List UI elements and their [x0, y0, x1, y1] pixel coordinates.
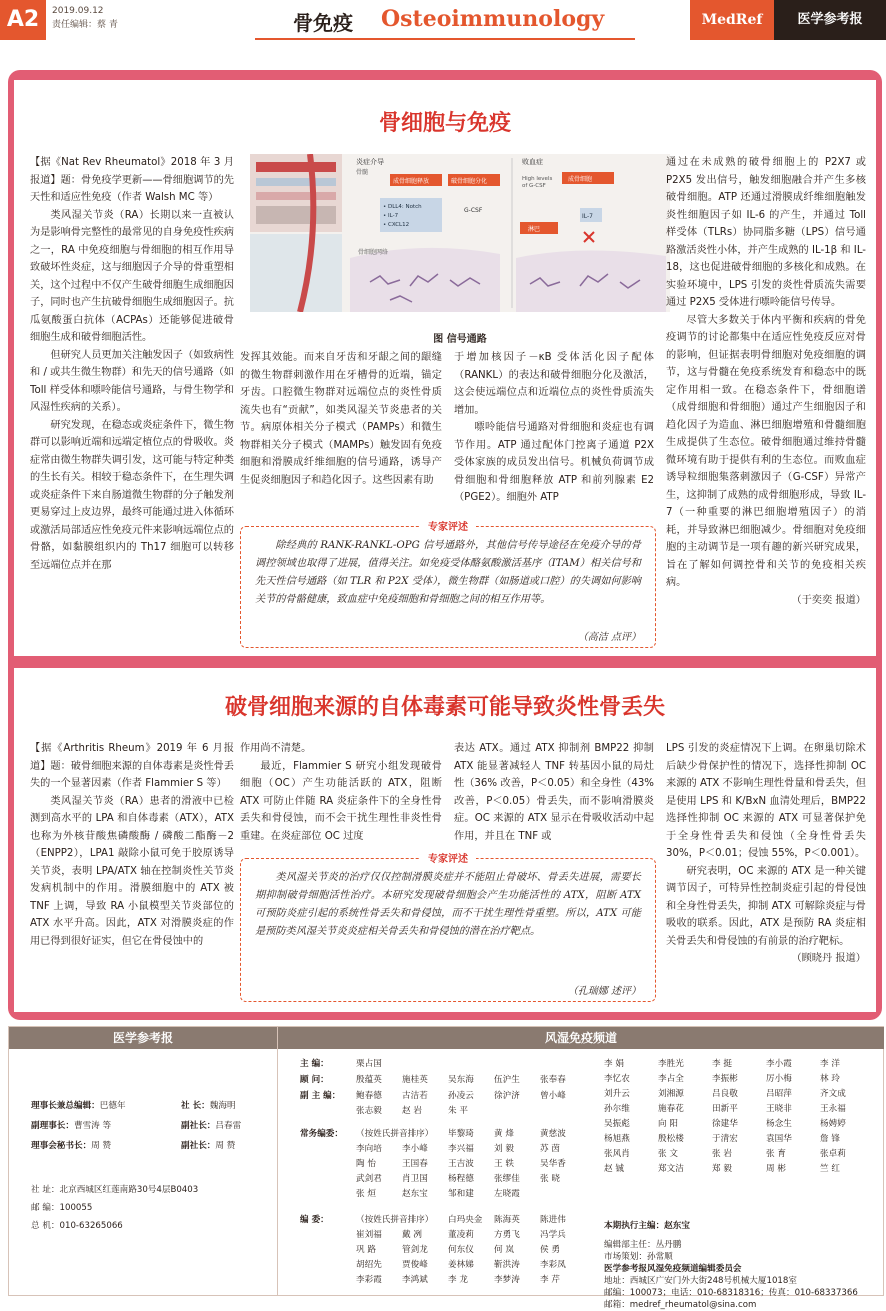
expert-text	[255, 537, 641, 609]
masthead-key: 副理事长：	[31, 1121, 74, 1131]
masthead-key: 社 长：	[181, 1101, 210, 1111]
member-name: 张缪佳	[494, 1174, 520, 1184]
member-name: 张 烜	[356, 1189, 376, 1199]
section-title-zh: 骨免疫	[293, 11, 353, 35]
fig-box3: 成骨细胞	[568, 176, 593, 183]
article2-col2	[240, 740, 442, 848]
paragraph: 类风湿关节炎（RA）长期以来一直被认为是影响骨完整性的最常见的自身免疫性疾病之一，RA 中免疫细胞与骨细胞的相互作用导致破坏性炎症，这与细胞因子介导的骨重塑相关，这个过程中不仅产生破骨细胞生成细胞因子，同时也产生抗破骨细胞生成细胞因子。抗瓜氨酸蛋白抗体（ACPAs）还能够促进破骨细胞生成和破骨细胞活性。	[30, 209, 234, 343]
article-autotaxin-bone-loss	[14, 668, 876, 1012]
member-name: 白玛央金	[448, 1215, 483, 1225]
role-label: 主 编：	[300, 1059, 329, 1069]
fig-box1: 成骨细胞释放	[393, 178, 430, 185]
member-name: 厉小梅	[766, 1074, 792, 1084]
paragraph: 最近，Flammier S 研究小组发现破骨细胞（OC）产生功能活跃的 ATX，阻断 ATX 可防止伴随 RA 炎症条件下的全身性骨丢失和骨侵蚀，而不会干扰生理性非炎性骨重建。在炎症部位 OC 过度	[240, 760, 442, 842]
paragraph: 类风湿关节炎（RA）患者的滑液中已检测到高水平的 LPA 和自体毒素（ATX），ATX 也称为外核苷酸焦磷酸酶 / 磷酸二酯酶－2（ENPP2），LPA1 敲除小鼠可免于胶原诱导关节炎，表明 LPA/ATX 轴在控制炎性关节炎发病机制中的作用。滑膜细胞中的 ATX 被 TNF 上调，导致 RA 小鼠模型关节炎部位的 ATX 水平升高。因此，ATX 对滑膜炎症的作用已得到很好证实，但它在骨侵蚀中的	[30, 795, 234, 947]
member-name: 贾俊峰	[402, 1260, 428, 1270]
paragraph: 研究发现，在稳态或炎症条件下，微生物群可以影响近端和远端定植位点的骨吸收。炎症常由微生物群失调引发，这可能与特定种类的生长有关。相较于稳态条件下，在生理失调或炎症条件下来自肠道微生物群的分子触发剂更易穿过上皮边界，最终可能通过进入体循环或激活局部适应性免疫元件来影响远端位点的骨骼，如黏膜组织内的 Th17 细胞可以转移至远端位点并在那	[30, 419, 234, 571]
member-name: 伍沪生	[494, 1075, 520, 1085]
committee-grid	[604, 1057, 874, 1177]
address: 社 址：北京西城区红莲南路30号4层B0403	[31, 1185, 199, 1195]
member-name: 张 晓	[540, 1174, 560, 1184]
member-name: 施桂英	[402, 1075, 428, 1085]
member-name: 肖卫国	[402, 1174, 428, 1184]
member-name: 吕良敬	[712, 1089, 738, 1099]
member-name: 陈进伟	[540, 1215, 566, 1225]
masthead-footer	[8, 1026, 884, 1310]
masthead-key: 副社长：	[181, 1141, 216, 1151]
responsible-editor: 责任编辑：蔡 青	[52, 20, 118, 30]
member-name: 栗占国	[356, 1059, 382, 1069]
member-name: 戴 冽	[402, 1230, 422, 1240]
member-name: 苏 茵	[540, 1144, 560, 1154]
expert-paragraph: 类风湿关节炎的治疗仅仅控制滑膜炎症并不能阻止骨破坏、骨丢失进展，需要长期抑制破骨细胞活性治疗。本研究发现破骨细胞会产生功能活性的 ATX，阻断 ATX 可预防炎症引起的系统性骨丢失和骨侵蚀，而不干扰生理性骨重塑。所以，ATX 可能是预防类风湿关节炎炎症相关骨丢失和骨侵蚀的潜在治疗靶点。	[255, 872, 641, 937]
member-name: 董凌莉	[448, 1230, 474, 1240]
expert-byline: （孔瑞娜 述评）	[567, 986, 641, 997]
exec-editor: 本期执行主编：赵东宝	[604, 1221, 690, 1231]
fig-box5: IL-7	[582, 213, 593, 220]
member-name: 王吉波	[448, 1159, 474, 1169]
role-names	[356, 1057, 602, 1072]
member-name: 靳洪涛	[494, 1260, 520, 1270]
member-name: 李小霞	[766, 1059, 792, 1069]
member-name: 杨程德	[448, 1174, 474, 1184]
expert-paragraph: 除经典的 RANK-RANKL-OPG 信号通路外，其他信号传导途径在免疫介导的骨调控领域也取得了进展，值得关注。如免疫受体酪氨酸激活基序（ITAM）相关信号和先天性信号通路（如 TLR 和 P2X 受体），微生物群（如肠道或口腔）的失调如何影响关节的骨骼健康，致血症中免疫细胞和骨细胞之间的相互作用等。	[255, 540, 641, 605]
fig-mid-label: G-CSF	[464, 207, 483, 214]
member-name: 郑 毅	[712, 1164, 732, 1174]
office-line: 市场策划：孙常顺	[604, 1252, 673, 1262]
member-name: 李彩凤	[540, 1260, 566, 1270]
member-name: 杨念生	[766, 1119, 792, 1129]
masthead-value: 吕春雷	[215, 1121, 242, 1131]
issue-date: 2019.09.12	[52, 6, 104, 16]
member-name: 胡绍先	[356, 1260, 382, 1270]
role-names	[356, 1127, 602, 1202]
paragraph: 通过在未成熟的破骨细胞上的 P2X7 或 P2X5 发出信号，触发细胞融合并产生多核破骨细胞。ATP 还通过滑膜成纤维细胞触发炎性细胞因子如 IL-6 的产生，并通过 Toll 样受体（TLRs）协同脂多糖（LPS）信号通路激活炎性小体，并产生成熟的 IL-1β 和 IL-18，这也促进破骨细胞的多核化和成熟。在实验环境中，LPS 引发的炎性骨质流失需要通过 P2X5 受体进行嘌呤能信号传导。	[666, 157, 866, 308]
member-name: 吴振彪	[604, 1119, 630, 1129]
fig-list3: • CXCL12	[383, 222, 410, 228]
member-name: 孙凌云	[448, 1091, 474, 1101]
masthead-row	[181, 1119, 241, 1134]
masthead-value: 巴德年	[99, 1101, 126, 1111]
fig-right-sub2: of G-CSF	[522, 183, 546, 189]
fig-box4: 淋巴	[528, 226, 541, 233]
fig-right-sub1: High levels	[522, 176, 553, 182]
member-name: （按姓氏拼音排序）	[356, 1129, 434, 1139]
member-name: 鲍春德	[356, 1091, 382, 1101]
member-name: 施春花	[658, 1104, 684, 1114]
member-name: 姜林娣	[448, 1260, 474, 1270]
member-name: 郑文洁	[658, 1164, 684, 1174]
article2-signature: （顾晓丹 报道）	[791, 953, 866, 964]
member-name: 殷松楼	[658, 1134, 684, 1144]
member-name: 吕昭萍	[766, 1089, 792, 1099]
left-bar: 医学参考报	[9, 1027, 277, 1049]
masthead-row	[31, 1139, 111, 1154]
phone: 总 机：010-63265066	[31, 1221, 123, 1231]
article1-col2	[240, 349, 442, 517]
member-name: 古洁若	[402, 1091, 428, 1101]
office-line: 医学参考报风湿免疫频道编辑委员会	[604, 1264, 742, 1274]
paragraph: LPS 引发的炎症情况下上调。在卵巢切除术后缺少骨保护性的情况下，选择性抑制 OC 来源的 ATX 不影响生理性骨量和骨丢失，但是使用 LPS 和 K/BxN 血清处理后，BMP22 选择性抑制 OC 来源的 ATX 可显著保护免于全身性骨丢失和侵蚀（全身性骨丢失 30%，P＜0.01；侵蚀 55%，P＜0.001）。	[666, 743, 866, 859]
member-name: 徐沪济	[494, 1091, 520, 1101]
office-line: 编辑部主任：丛丹鹏	[604, 1240, 682, 1250]
paragraph: 尽管大多数关于体内平衡和疾病的骨免疫调节的讨论都集中在适应性免疫反应对骨的影响，但证据表明骨细胞对免疫细胞的调节，这与骨髓在免疫系统发育和稳态中的既定作用相一致。在稳态条件下，骨细胞谱（成骨细胞和骨细胞）通过产生细胞因子和趋化因子为造血、淋巴细胞增殖和骨髓细胞生成提供了生态位。破骨细胞通过维持骨髓微环境有助于提供有利的生态位。而败血症诱导粒细胞集落刺激因子（G-CSF）异常产生，这抑制了成熟的成骨细胞形成，导致 IL-7（一种重要的淋巴细胞增殖因子）的消耗，并导致淋巴细胞减少。骨细胞对免疫细胞的主动调节是一项有趣的新兴研究成果，旨在了解如何调控骨和关节的免疫相关疾病。	[666, 314, 866, 588]
member-name: 崔刘福	[356, 1230, 382, 1240]
paragraph: 表达 ATX。通过 ATX 抑制剂 BMP22 抑制 ATX 能显著减轻人 TNF 转基因小鼠的局灶性（36% 改善，P＜0.05）和全身性（43% 改善，P＜0.05）骨丢失，而不影响滑膜炎症。OC 来源的 ATX 显示在骨吸收活动中起作用，并且在 TNF 或	[454, 743, 654, 842]
article1-source: 【据《Nat Rev Rheumatol》2018 年 3 月报道】题：骨免疫学更新——骨细胞调节的先天性和适应性免疫（作者 Walsh MC 等）	[30, 157, 234, 203]
fig-list1: • DLL4: Notch	[383, 204, 422, 210]
masthead-key: 副社长：	[181, 1121, 216, 1131]
member-name: 向 阳	[658, 1119, 678, 1129]
member-name: 何东仪	[448, 1245, 474, 1255]
postcode: 邮 编：100055	[31, 1203, 93, 1213]
member-name: 黄 烽	[494, 1129, 514, 1139]
member-name: 刘湘源	[658, 1089, 684, 1099]
paragraph: 研究表明，OC 来源的 ATX 是一种关键调节因子，可特异性控制炎症引起的骨侵蚀和全身性骨丢失，抑制 ATX 可解除炎症与骨吸收的联系。因此，ATX 是预防 RA 炎症相关骨丢失和骨侵蚀的有前景的治疗靶标。	[666, 865, 866, 947]
article2-source: 【据《Arthritis Rheum》2019 年 6 月报道】题：破骨细胞来源的自体毒素是炎性骨丢失的一个显著因素（作者 Flammier S 等）	[30, 743, 234, 789]
member-name: 于清宏	[712, 1134, 738, 1144]
member-name: 张志毅	[356, 1106, 382, 1116]
fig-left-title: 炎症介导	[356, 158, 384, 166]
member-name: 武剑君	[356, 1174, 382, 1184]
article1-col4	[666, 154, 866, 646]
role-names	[356, 1213, 602, 1288]
brand-medref: MedRef	[690, 0, 774, 40]
role-names	[356, 1089, 602, 1119]
member-name: 李小峰	[402, 1144, 428, 1154]
member-name: 李占全	[658, 1074, 684, 1084]
member-name: 田新平	[712, 1104, 738, 1114]
member-name: 李 芹	[540, 1275, 560, 1285]
role-names	[356, 1073, 602, 1088]
newspaper-masthead	[9, 1027, 277, 1295]
fig-bone-label: 骨细胞网络	[358, 249, 389, 256]
member-name: 王国春	[402, 1159, 428, 1169]
office-block	[604, 1239, 858, 1311]
expert-text	[255, 869, 641, 941]
channel-masthead	[277, 1027, 884, 1310]
member-name: 周 彬	[766, 1164, 786, 1174]
member-name: 曾小峰	[540, 1091, 566, 1101]
member-name: 张奉春	[540, 1075, 566, 1085]
member-name: 朱 平	[448, 1106, 468, 1116]
masthead-key: 理事会秘书长：	[31, 1141, 92, 1151]
member-name: 张卓莉	[820, 1149, 846, 1159]
member-name: 张 育	[766, 1149, 786, 1159]
header-meta	[52, 4, 118, 32]
masthead-value: 曹雪涛 等	[73, 1121, 112, 1131]
member-name: 詹 锋	[820, 1134, 840, 1144]
member-name: 赵 岩	[402, 1106, 422, 1116]
member-name: 李 洋	[820, 1059, 840, 1069]
member-name: 赵东宝	[402, 1189, 428, 1199]
article1-col3	[454, 349, 654, 517]
member-name: 李 娟	[604, 1059, 624, 1069]
member-name: 杨娉婷	[820, 1119, 846, 1129]
page-number: A2	[0, 0, 46, 40]
member-name: 李忆农	[604, 1074, 630, 1084]
member-name: 侯 勇	[540, 1245, 560, 1255]
expert-byline: （高洁 点评）	[577, 632, 641, 643]
member-name: 李 龙	[448, 1275, 468, 1285]
right-bar: 风湿免疫频道	[278, 1027, 884, 1049]
paragraph: 但研究人员更加关注触发因子（如致病性和 / 或共生微生物群）和先天的信号通路（如 Toll 样受体和嘌呤能信号通路，与骨生物学和风湿性疾病的关系）。	[30, 349, 234, 413]
masthead-key: 理事长兼总编辑：	[31, 1101, 100, 1111]
member-name: 陈海英	[494, 1215, 520, 1225]
office-line: 邮箱：medref_rheumatol@sina.com	[604, 1300, 757, 1310]
fig-box2: 破骨细胞分化	[451, 178, 488, 185]
signaling-pathway-figure	[250, 154, 670, 312]
article1-col1	[30, 154, 234, 646]
article2-title: 破骨细胞来源的自体毒素可能导致炎性骨丢失	[224, 695, 665, 720]
member-name: 徐建华	[712, 1119, 738, 1129]
member-name: 李 挺	[712, 1059, 732, 1069]
office-line: 邮编：100073；电话：010-68318316；传真：010-68337366	[604, 1288, 858, 1298]
member-name: 冯学兵	[540, 1230, 566, 1240]
paragraph: 作用尚不清楚。	[240, 743, 312, 754]
masthead-row	[31, 1119, 111, 1134]
role-label: 编 委：	[300, 1215, 329, 1225]
member-name: 管剑龙	[402, 1245, 428, 1255]
article2-col3	[454, 740, 654, 848]
member-name: 李振彬	[712, 1074, 738, 1084]
expert-tag: 专家评述	[420, 850, 476, 865]
fig-left-sub: 骨髓	[356, 169, 369, 176]
member-name: 李向培	[356, 1144, 382, 1154]
member-name: 孙尔维	[604, 1104, 630, 1114]
masthead-value: 周 赞	[91, 1141, 112, 1151]
article1-signature: （于奕奕 报道）	[791, 594, 866, 606]
article1-title: 骨细胞与免疫	[378, 111, 511, 136]
masthead-row	[31, 1099, 126, 1114]
brand-newspaper: 医学参考报	[774, 0, 886, 40]
figure-caption: 图 信号通路	[433, 334, 487, 345]
paragraph: 于增加核因子－κB 受体活化因子配体（RANKL）的表达和破骨细胞分化及激活，这会使远端位点和近端位点的炎性骨质流失增加。	[454, 352, 654, 416]
member-name: 李彩霞	[356, 1275, 382, 1285]
member-name: （按姓氏拼音排序）	[356, 1215, 434, 1225]
fig-right-title: 败血症	[522, 158, 543, 166]
article-osteocyte-immunity	[14, 80, 876, 656]
member-name: 殷蕴英	[356, 1075, 382, 1085]
masthead-row	[181, 1139, 235, 1154]
member-name: 陶 怡	[356, 1159, 376, 1169]
member-name: 王晓非	[766, 1104, 792, 1114]
role-label: 顾 问：	[300, 1075, 329, 1085]
article2-col4	[666, 740, 866, 1004]
member-name: 袁国华	[766, 1134, 792, 1144]
masthead-row	[181, 1099, 236, 1114]
role-label: 副 主 编：	[300, 1091, 341, 1101]
fig-list2: • IL-7	[383, 213, 399, 219]
member-name: 李梦涛	[494, 1275, 520, 1285]
expert-tag: 专家评述	[420, 518, 476, 533]
member-name: 巩 路	[356, 1245, 376, 1255]
member-name: 方勇飞	[494, 1230, 520, 1240]
member-name: 李胜光	[658, 1059, 684, 1069]
article2-col1	[30, 740, 234, 1004]
member-name: 刘 毅	[494, 1144, 514, 1154]
member-name: 齐文成	[820, 1089, 846, 1099]
member-name: 黄慈波	[540, 1129, 566, 1139]
member-name: 左晓霞	[494, 1189, 520, 1199]
member-name: 竺 红	[820, 1164, 840, 1174]
member-name: 张 岩	[712, 1149, 732, 1159]
article2-expert-comment	[240, 854, 656, 1002]
member-name: 李兴福	[448, 1144, 474, 1154]
section-title	[255, 2, 635, 40]
article1-expert-comment	[240, 522, 656, 648]
masthead-value: 周 赞	[215, 1141, 236, 1151]
member-name: 邹和建	[448, 1189, 474, 1199]
page-header	[0, 0, 886, 40]
role-label: 常务编委：	[300, 1129, 343, 1139]
section-title-en: Osteoimmunology	[381, 6, 605, 32]
member-name: 刘升云	[604, 1089, 630, 1099]
office-line: 地址：西城区广安门外大街248号机械大厦1018室	[604, 1276, 797, 1286]
member-name: 李鸿斌	[402, 1275, 428, 1285]
member-name: 王永福	[820, 1104, 846, 1114]
member-name: 毕黎琦	[448, 1129, 474, 1139]
member-name: 吴东海	[448, 1075, 474, 1085]
member-name: 张 文	[658, 1149, 678, 1159]
member-name: 张风肖	[604, 1149, 630, 1159]
paragraph: 嘌呤能信号通路对骨细胞和炎症也有调节作用。ATP 通过配体门控离子通道 P2X 受体家族的成员发出信号。机械负荷调节成骨细胞和骨细胞释放 ATP 和前列腺素 E2（PGE2）。细胞外 ATP	[454, 422, 654, 503]
member-name: 赵 铖	[604, 1164, 624, 1174]
member-name: 何 岚	[494, 1245, 514, 1255]
member-name: 吴华香	[540, 1159, 566, 1169]
member-name: 杨旭燕	[604, 1134, 630, 1144]
member-name: 王 轶	[494, 1159, 514, 1169]
paragraph: 发挥其效能。而来自牙齿和牙龈之间的龈缝的微生物群刺激作用在牙槽骨的近端，锚定牙齿。口腔微生物群对远端位点的炎性骨质流失也有“贡献”，如类风湿关节炎患者的关节。病原体相关分子模式（PAMPs）和微生物群相关分子模式（MAMPs）触发固有免疫细胞和滑膜成纤维细胞的信号通路，诱导产生促炎细胞因子和趋化因子。这些因素有助	[240, 352, 442, 486]
masthead-value: 魏海明	[209, 1101, 236, 1111]
member-name: 林 玲	[820, 1074, 840, 1084]
